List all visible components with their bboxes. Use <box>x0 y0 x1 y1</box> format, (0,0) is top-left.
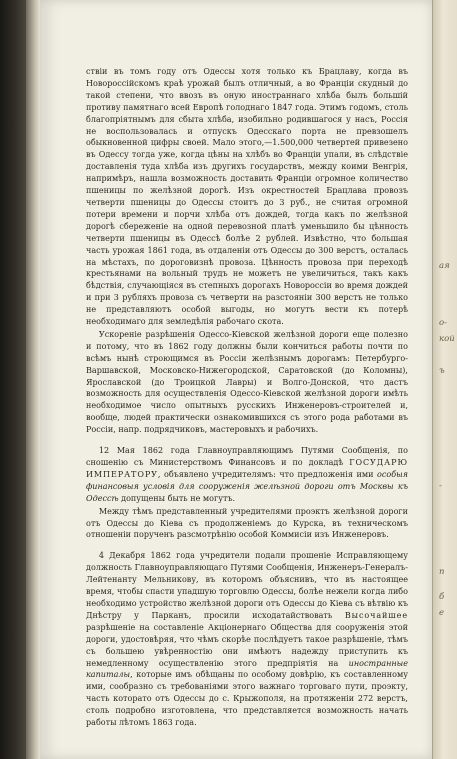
margin-fragment: о- <box>439 318 447 328</box>
paragraph-p5 <box>86 550 408 729</box>
text-run: , объявлено учредителямъ: что предложенiя ими <box>157 469 377 479</box>
paragraph-p2 <box>86 329 408 436</box>
text-run: ствiи въ томъ году отъ Одессы хотя только къ Брацлаву, когда въ Новороссiйскомъ краѣ урожай былъ отличный, а во Францiи скудный до такой степени, что ввозъ въ оную иностраннаго хлѣба былъ большiй противу памятнаго всей Европѣ голоднаго 1847 года. Этимъ годомъ, столь благопрiятнымъ для сбыта хлѣба, изобильно родившагося у насъ, Россiя не воспользовалась и отпускъ Одесскаго порта не превзошелъ обыкновенной цифры своей. Мало этого,—1.500,000 четвертей привезено въ Одессу тогда уже, когда цѣны на хлѣбъ во Францiи упали, въ слѣдствiе доставленiя туда хлѣба изъ другихъ государствъ, между коими Венгрiя, напримѣръ, нашла возможность доставить Францiи огромное количество пшеницы по желѣзной дорогѣ. Изъ окрестностей Брацлава провозъ четверти пшеницы до Одессы стоитъ до 3 руб., не считая огромной потери времени и порчи хлѣба отъ дождей, тогда какъ по желѣзной дорогѣ сбереженiе на одной перевозной платѣ уменьшило бы цѣнность четверти пшеницы въ Одессѣ болѣе 2 рублей. Извѣстно, что большая часть урожая 1861 года, въ отдаленiи отъ Одессы до 300 верстъ, осталась на мѣстахъ, по дороговизнѣ провоза. Цѣнность провоза при переходѣ крестьянами на вольный трудъ не можетъ не увеличиться, такъ какъ бѣдствiя, случающiяся въ степныхъ дорогахъ Новороссiи во время дождей и при 3 рубляхъ провоза съ четверти на разстоянiи 300 верстъ не только не представляютъ особой выгоды, но могутъ вести къ потерѣ необходимаго для земледѣлiя рабочаго скота. <box>86 67 408 327</box>
paragraph-p3 <box>86 445 408 505</box>
paragraph-gap <box>86 436 408 445</box>
text-run: , которые имъ обѣщаны по особому довѣрiю, къ составленному ими, сообразно съ требованiями этого важнаго торговаго пути, проэкту, часть которато отъ Одессы до с. Крыжополя, на протяженiи 272 верстъ, столь подробно изготовлена, что представляется возможность начать работы лѣтомъ 1863 года. <box>86 670 408 728</box>
text-run: Ускоренiе разрѣшенiя Одессо-Кiевской желѣзной дороги еще полезно и потому, что въ 1862 году должны были кончиться работы почти по всѣмъ нынѣ строющимся въ Россiи желѣзнымъ дорогамъ: Петербурго-Варшавской, Московско-Нижегородской, Саратовской (до Коломны), Ярославской (до Троицкой Лавры) и Волго-Донской, что дастъ возможность для осуществленiя Одессо-Кiевской желѣзной дороги имѣть необходимое число опытныхъ русскихъ Инженеровъ-строителей и, вообще, людей практически ознакомившихся съ этого рода работами въ Россiи, напр. подрядчиковъ, мастеровыхъ и рабочихъ. <box>86 329 408 435</box>
paragraph-p4 <box>86 506 408 542</box>
margin-fragment: ъ <box>439 366 445 376</box>
margin-fragment: е <box>439 608 445 618</box>
text-run: 4 Декабря 1862 года учредители подали прошенiе Исправляющему должность Главноуправляющаго Путями Сообщенiя, Инженеръ-Генералъ-Лейтенанту Мельникову, въ которомъ объяснивъ, что въ настоящее время, чтобы спасти упадшую торговлю Одессы, болѣе нежели когда либо необходимо устройство желѣзной дороги отъ Одессы до Кiева съ вѣтвiю къ Днѣстру у Парканъ, просили исходатайствовать <box>86 551 408 620</box>
text-run: разрѣшенiе на составленiе Акцiонернаго Общества для сооруженiя этой дороги, удостовѣряя, что чѣмъ скорѣе послѣдуетъ такое разрѣшенiе, тѣмъ съ большею увѣренностiю они имѣютъ надежду приступить къ немедленному осуществленiю этого предпрiятiя на <box>86 622 408 668</box>
next-page-edge <box>432 0 457 759</box>
italic-emphasis: иностранные капиталы <box>86 658 408 680</box>
text-run: 12 Мая 1862 года Главноуправляющимъ Путями Сообщенiя, по сношенiю съ Министерствомъ Финансовъ и по докладѣ <box>86 446 408 467</box>
margin-fragment: б <box>439 592 445 602</box>
margin-fragment: - <box>439 481 442 491</box>
text-run: допущены быть не могутъ. <box>118 493 236 503</box>
spaced-emphasis: ГОСУДАРЮ ИМПЕРАТОРУ <box>86 458 408 479</box>
italic-emphasis: особыя финансовыя условiя для сооруженiя желѣзной дороги отъ Москвы къ Одессѣ <box>86 469 408 503</box>
spaced-emphasis: Высочайшее <box>344 610 408 620</box>
paragraph-gap <box>86 541 408 550</box>
margin-fragment: кой <box>439 334 455 344</box>
paragraph-p1 <box>86 66 408 328</box>
book-gutter <box>26 0 40 759</box>
margin-fragment: ая <box>439 261 450 271</box>
margin-fragment: п <box>439 567 445 577</box>
page-text <box>86 66 408 729</box>
scan-background <box>0 0 26 759</box>
text-run: Между тѣмъ представленный учредителями проэктъ желѣзной дороги отъ Одессы до Кiева съ продолженiемъ до Курска, въ техническомъ отношенiи порученъ разсмотрѣнiю особой Коммисiи изъ Инженеровъ. <box>86 506 408 540</box>
